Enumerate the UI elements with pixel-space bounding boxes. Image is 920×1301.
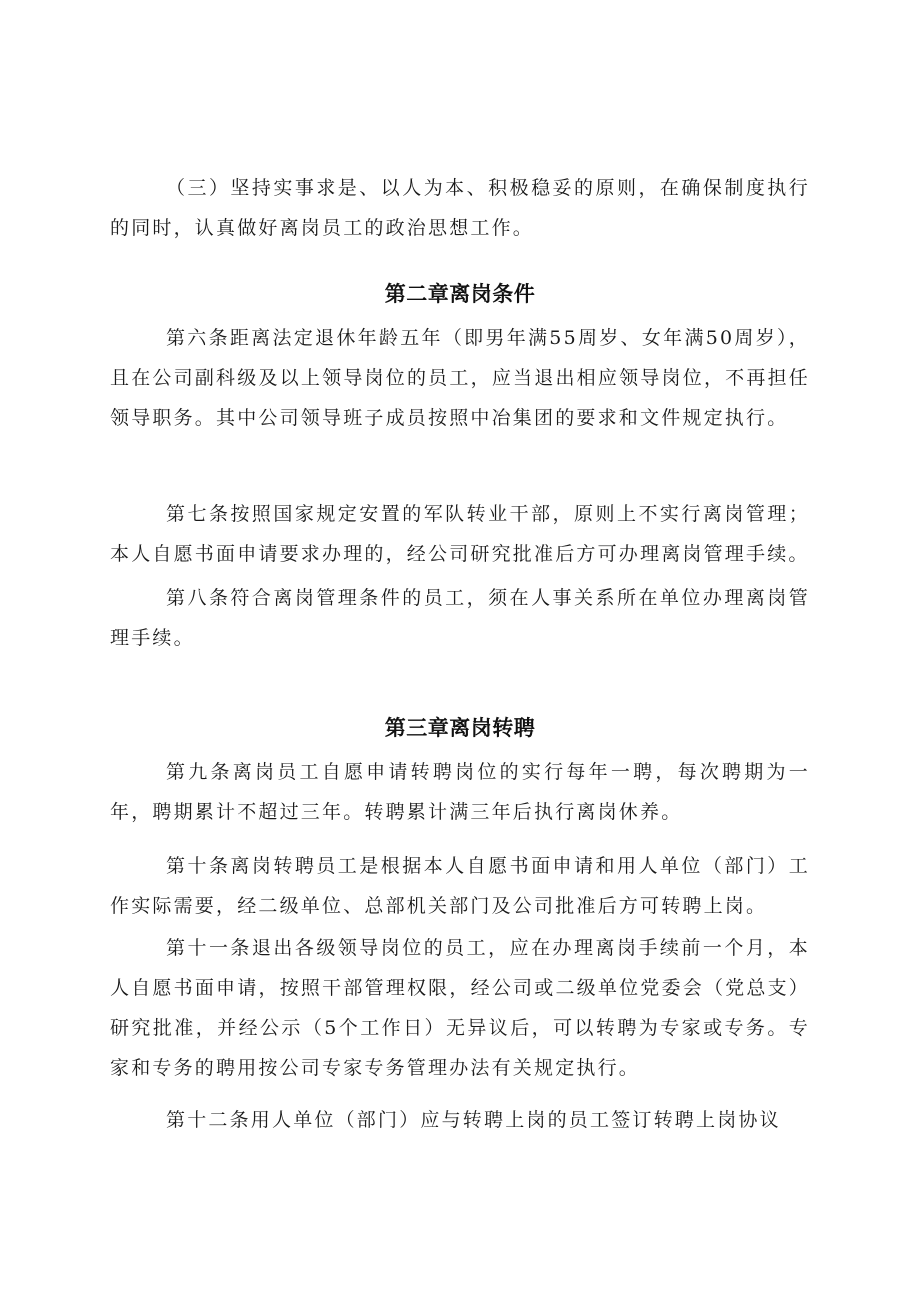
article-11: 第十一条退出各级领导岗位的员工，应在办理离岗手续前一个月，本人自愿书面申请，按照干部管理权限，经公司或二级单位党委会（党总支）研究批准，并经公示（5个工作日）无异议后，可以转聘为专家或专务。专家和专务的聘用按公司专家专务管理办法有关规定执行。 bbox=[110, 937, 810, 1079]
article-10: 第十条离岗转聘员工是根据本人自愿书面申请和用人单位（部门）工作实际需要，经二级单位、总部机关部门及公司批准后方可转聘上岗。 bbox=[110, 855, 810, 917]
article-9: 第九条离岗员工自愿申请转聘岗位的实行每年一聘，每次聘期为一年，聘期累计不超过三年。转聘累计满三年后执行离岗休养。 bbox=[110, 761, 810, 823]
chapter-3-title: 第三章离岗转聘 bbox=[384, 716, 536, 740]
article-6: 第六条距离法定退休年龄五年（即男年满55周岁、女年满50周岁），且在公司副科级及以上领导岗位的员工，应当退出相应领导岗位，不再担任领导职务。其中公司领导班子成员按照中冶集团的要求和文件规定执行。 bbox=[110, 327, 810, 429]
chapter-2-title: 第二章离岗条件 bbox=[384, 282, 536, 306]
article-12: 第十二条用人单位（部门）应与转聘上岗的员工签订转聘上岗协议 bbox=[166, 1109, 781, 1131]
intro-paragraph: （三）坚持实事求是、以人为本、积极稳妥的原则，在确保制度执行的同时，认真做好离岗员工的政治思想工作。 bbox=[110, 177, 810, 239]
article-7: 第七条按照国家规定安置的军队转业干部，原则上不实行离岗管理；本人自愿书面申请要求办理的，经公司研究批准后方可办理离岗管理手续。 bbox=[110, 503, 810, 565]
article-8: 第八条符合离岗管理条件的员工，须在人事关系所在单位办理离岗管理手续。 bbox=[110, 587, 810, 649]
